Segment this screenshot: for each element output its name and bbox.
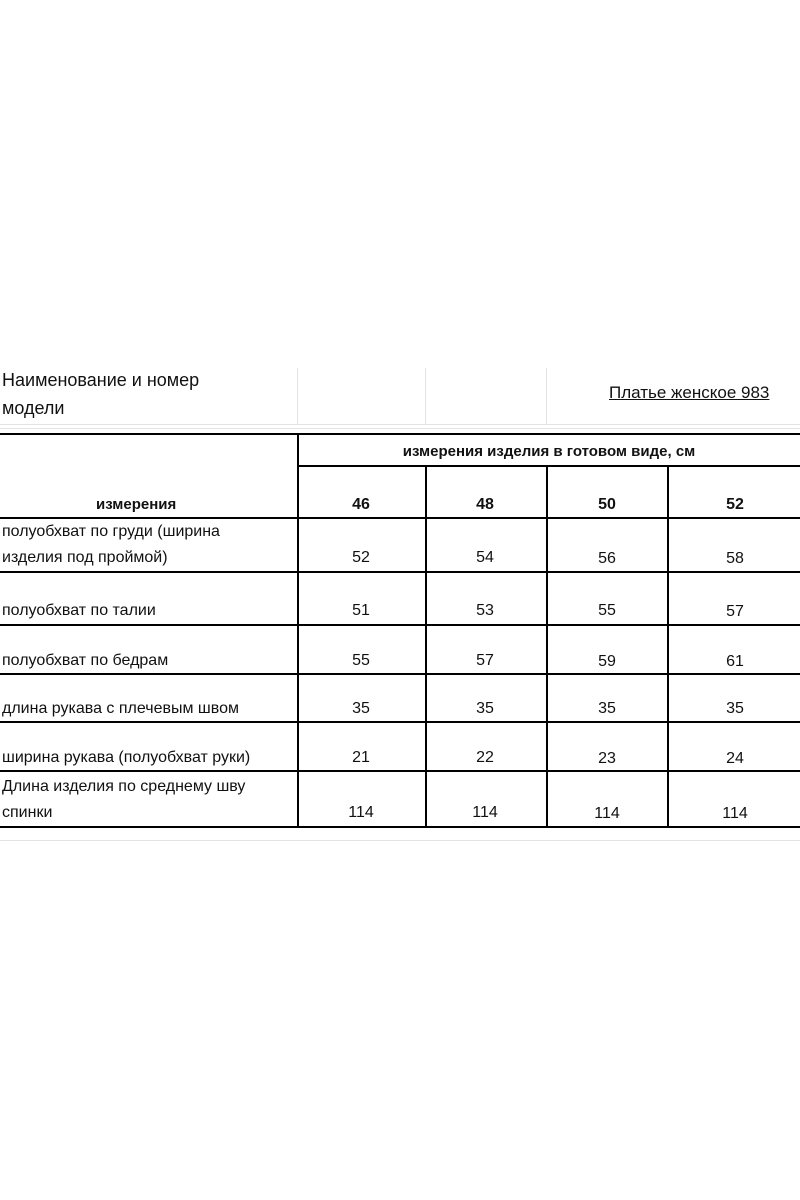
cell-value: 52 — [352, 549, 370, 566]
cell-value: 24 — [726, 750, 744, 767]
cell-value: 57 — [476, 652, 494, 669]
row-label-length-line2: спинки — [2, 804, 53, 821]
size-header-52: 52 — [726, 496, 744, 513]
grid-line — [297, 368, 298, 424]
size-header-48: 48 — [476, 496, 494, 513]
cell-value: 35 — [476, 700, 494, 717]
cell-value: 61 — [726, 653, 744, 670]
group-header-underline — [297, 465, 800, 467]
model-label-line1: Наименование и номер — [2, 370, 200, 390]
cell-value: 21 — [352, 749, 370, 766]
cell-value: 35 — [598, 700, 616, 717]
cell-value: 114 — [594, 805, 620, 822]
cell-value: 35 — [352, 700, 370, 717]
cell-value: 22 — [476, 749, 494, 766]
model-label-line2: модели — [2, 398, 65, 418]
cell-value: 57 — [726, 603, 744, 620]
table-bottom-border — [0, 826, 800, 828]
row-label-chest-line2: изделия под проймой) — [2, 549, 168, 566]
row-label-length-line1: Длина изделия по среднему шву — [2, 778, 246, 795]
cell-value: 35 — [726, 700, 744, 717]
row-border — [0, 770, 800, 772]
row-label-chest-line1: полуобхват по груди (ширина — [2, 523, 220, 540]
cell-value: 56 — [598, 550, 616, 567]
row-border — [0, 624, 800, 626]
header-bottom-border — [0, 517, 800, 519]
row-header: измерения — [96, 496, 177, 513]
model-name: Платье женское 983 — [609, 383, 770, 402]
cell-value: 58 — [726, 550, 744, 567]
size-header-50: 50 — [598, 496, 616, 513]
row-label-hips: полуобхват по бедрам — [2, 652, 169, 669]
row-border — [0, 673, 800, 675]
cell-value: 114 — [348, 804, 374, 821]
cell-value: 23 — [598, 750, 616, 767]
cell-value: 55 — [352, 652, 370, 669]
grid-line — [0, 428, 800, 429]
row-label-sleeve-width: ширина рукава (полуобхват руки) — [2, 749, 251, 766]
row-label-waist: полуобхват по талии — [2, 602, 156, 619]
cell-value: 51 — [352, 602, 370, 619]
cell-value: 59 — [598, 653, 616, 670]
grid-line — [0, 424, 800, 425]
column-border — [425, 465, 427, 827]
column-border — [667, 465, 669, 827]
size-header-46: 46 — [352, 496, 370, 513]
row-label-sleeve-length: длина рукава с плечевым швом — [2, 700, 239, 717]
grid-line — [0, 840, 800, 841]
row-border — [0, 571, 800, 573]
row-border — [0, 721, 800, 723]
grid-line — [546, 368, 547, 424]
grid-line — [425, 368, 426, 424]
group-header: измерения изделия в готовом виде, см — [402, 443, 696, 460]
cell-value: 114 — [472, 804, 498, 821]
cell-value: 54 — [476, 549, 494, 566]
cell-value: 53 — [476, 602, 494, 619]
cell-value: 55 — [598, 602, 616, 619]
table-top-border — [0, 433, 800, 435]
cell-value: 114 — [722, 805, 748, 822]
column-border — [297, 433, 299, 827]
column-border — [546, 465, 548, 827]
